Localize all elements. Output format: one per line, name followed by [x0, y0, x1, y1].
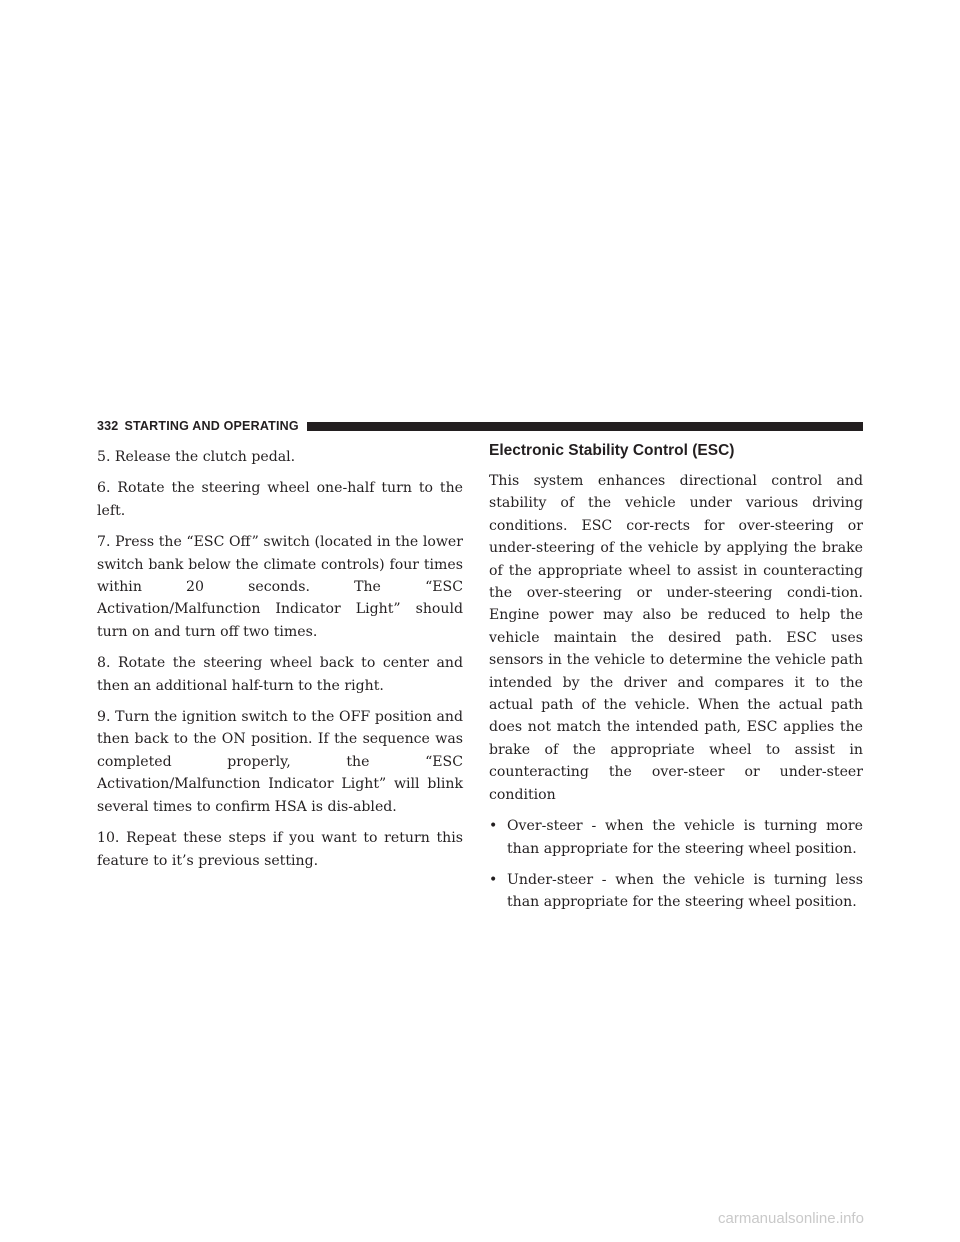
step-8: 8. Rotate the steering wheel back to center and then an additional half-turn to the right.	[97, 655, 463, 694]
bullet-text: Under-steer - when the vehicle is turning less than appropriate for the steering wheel position.	[507, 871, 863, 911]
step-9: 9. Turn the ignition switch to the OFF position and then back to the ON position. If the sequence was completed properly, the “ESC Activation/Malfunction Indicator Light” will blink several times to confirm HSA is dis-abled.	[97, 709, 463, 815]
right-column	[489, 440, 863, 923]
step-6: 6. Rotate the steering wheel one-half turn to the left.	[97, 480, 463, 519]
page-header	[97, 418, 863, 434]
bullet-icon: •	[489, 818, 498, 835]
step-10: 10. Repeat these steps if you want to return this feature to it’s previous setting.	[97, 830, 463, 869]
step-7: 7. Press the “ESC Off” switch (located in the lower switch bank below the climate controls) four times within 20 seconds. The “ESC Activation/Malfunction Indicator Light” should turn on and turn off two times.	[97, 534, 463, 640]
watermark: carmanualsonline.info	[718, 1210, 864, 1227]
bullet-text: Over-steer - when the vehicle is turning more than appropriate for the steering wheel position.	[507, 818, 863, 857]
left-column	[97, 446, 463, 881]
esc-bullet-list	[489, 815, 863, 914]
bullet-icon: •	[489, 871, 498, 888]
header-rule	[307, 422, 863, 431]
esc-description: This system enhances directional control and stability of the vehicle under various driving conditions. ESC cor-rects for over-steering or under-steering of the vehicle by applying the brake of the appropriate wheel to assist in counteracting the over-steering or under-steering condi-tion. Engine power may also be reduced to help the vehicle maintain the desired path. ESC uses sensors in the vehicle to determine the vehicle path intended by the driver and compares it to the actual path of the vehicle. When the actual path does not match the intended path, ESC applies the brake of the appropriate wheel to assist in counteracting the over-steer or under-steer condition	[489, 473, 863, 803]
step-5: 5. Release the clutch pedal.	[97, 449, 296, 465]
bullet-over-steer	[489, 815, 863, 860]
page-number: 332	[97, 419, 119, 433]
section-title: STARTING AND OPERATING	[124, 419, 299, 433]
esc-heading: Electronic Stability Control (ESC)	[489, 442, 735, 459]
bullet-under-steer	[489, 869, 863, 914]
